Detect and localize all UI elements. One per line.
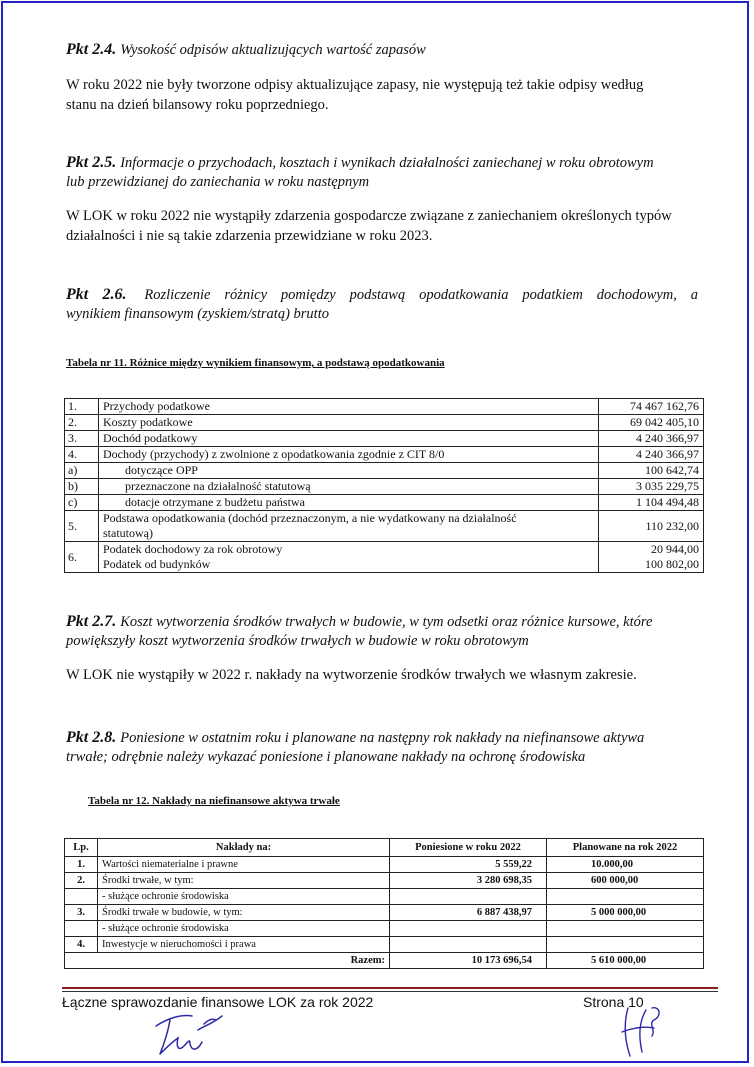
section-2-7-heading: Pkt 2.7. Koszt wytworzenia środków trwałych w budowie, w tym odsetki oraz różnice kursowe, które powiększyły koszt wytworzenia środków trwałych w budowie w roku obrotowym: [66, 613, 653, 649]
section-2-7-body: W LOK nie wystąpiły w 2022 r. nakłady na wytworzenie środków trwałych we własnym zakresie.: [66, 667, 637, 683]
signature-right: [614, 1002, 664, 1062]
table-row: 2. Koszty podatkowe 69 042 405,10: [65, 415, 704, 431]
table-row: 1. Przychody podatkowe 74 467 162,76: [65, 399, 704, 415]
table-row: - służące ochronie środowiska: [65, 889, 704, 905]
footer-title: Łączne sprawozdanie finansowe LOK za rok 2022: [62, 994, 374, 1010]
table-row: c) dotacje otrzymane z budżetu państwa 1 104 494,48: [65, 495, 704, 511]
footer-page-number: Strona 10: [583, 994, 644, 1010]
section-2-4-body: W roku 2022 nie były tworzone odpisy aktualizujące zapasy, nie występują też takie odpisy według stanu na dzień bilansowy roku poprzedniego.: [66, 77, 644, 113]
table-row: 1. Wartości niematerialne i prawne 5 559,22 10.000,00: [65, 857, 704, 873]
table-row: 3. Środki trwałe w budowie, w tym: 6 887 438,97 5 000 000,00: [65, 905, 704, 921]
footer-rule-thin: [62, 991, 718, 992]
table-row: - służące ochronie środowiska: [65, 921, 704, 937]
table-12: [64, 838, 704, 969]
section-2-5-heading: Pkt 2.5. Informacje o przychodach, kosztach i wynikach działalności zaniechanej w roku obrotowym lub przewidzianej do zaniechania w roku następnym: [66, 154, 654, 190]
table-row: 2. Środki trwałe, w tym: 3 280 698,35 600 000,00: [65, 873, 704, 889]
table-11: [64, 398, 704, 573]
table-row: 4. Dochody (przychody) z zwolnione z opodatkowania zgodnie z CIT 8/0 4 240 366,97: [65, 447, 704, 463]
table-row: 5. Podstawa opodatkowania (dochód przeznaczonym, a nie wydatkowany na działalność statutową) 110 232,00: [65, 511, 704, 542]
table-total-row: Razem: 10 173 696,54 5 610 000,00: [65, 953, 704, 969]
table-11-caption: Tabela nr 11. Różnice między wynikiem finansowym, a podstawą opodatkowania: [66, 357, 445, 369]
table-row: 3. Dochód podatkowy 4 240 366,97: [65, 431, 704, 447]
table-row: 6. Podatek dochodowy za rok obrotowy Podatek od budynków 20 944,00 100 802,00: [65, 542, 704, 573]
footer-rule: [62, 987, 718, 989]
table-header-row: Lp. Nakłady na: Poniesione w roku 2022 Planowane na rok 2022: [65, 839, 704, 857]
section-2-4-heading: Pkt 2.4. Wysokość odpisów aktualizujących wartość zapasów: [66, 41, 426, 58]
table-row: b) przeznaczone na działalność statutową 3 035 229,75: [65, 479, 704, 495]
section-2-6-heading: Pkt 2.6. Rozliczenie różnicy pomiędzy podstawą opodatkowania podatkiem dochodowym, a wynikiem finansowym (zyskiem/stratą) brutto: [66, 286, 698, 322]
section-2-5-body: W LOK w roku 2022 nie wystąpiły zdarzenia gospodarcze związane z zaniechaniem określonych typów działalności i nie są takie zdarzenia przewidziane w roku 2023.: [66, 208, 672, 244]
signature-left: [148, 1008, 228, 1060]
section-2-8-heading: Pkt 2.8. Poniesione w ostatnim roku i planowane na następny rok nakłady na niefinansowe aktywa trwałe; odrębnie należy wykazać poniesione i planowane nakłady na ochronę środowiska: [66, 729, 645, 765]
table-row: 4. Inwestycje w nieruchomości i prawa: [65, 937, 704, 953]
table-row: a) dotyczące OPP 100 642,74: [65, 463, 704, 479]
table-12-caption: Tabela nr 12. Nakłady na niefinansowe aktywa trwałe: [88, 795, 340, 807]
